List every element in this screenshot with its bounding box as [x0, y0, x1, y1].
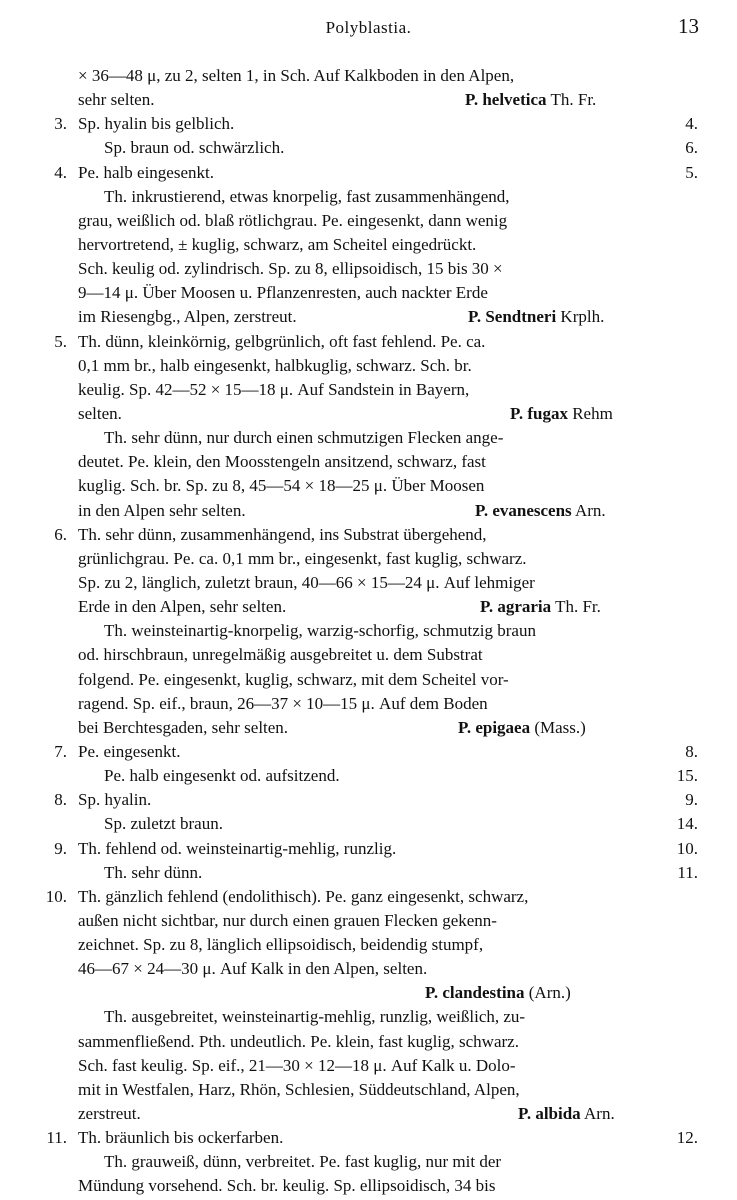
running-header-title: Polyblastia. [325, 18, 412, 37]
key-number: 9. [54, 838, 67, 858]
species-name: P. evanescens Arn. [475, 500, 606, 520]
key-number: 4. [54, 162, 67, 182]
text-line: grünlichgrau. Pe. ca. 0,1 mm br., eingesenkt, fast kuglig, schwarz. [78, 548, 527, 568]
text-line: Th. sehr dünn, nur durch einen schmutzigen Flecken ange- [104, 428, 504, 448]
text-line: Th. weinsteinartig-knorpelig, warzig-schorfig, schmutzig braun [104, 621, 536, 641]
text-line: Th. ausgebreitet, weinsteinartig-mehlig, runzlig, weißlich, zu- [104, 1007, 526, 1027]
text-line: 10. Th. gänzlich fehlend (endolithisch). Pe. ganz eingesenkt, schwarz, [0, 885, 737, 909]
text-line: Sp. zu 2, länglich, zuletzt braun, 40—66 × 15—24 μ. Auf lehmiger [78, 572, 535, 592]
text-line: Sch. fast keulig. Sp. eif., 21—30 × 12—18 μ. Auf Kalk u. Dolo- [78, 1055, 516, 1075]
text-line: 9. Th. fehlend od. weinsteinartig-mehlig, runzlig. 10. [0, 837, 737, 861]
species-name: P. clandestina (Arn.) [425, 983, 571, 1003]
text-line: 6. Th. sehr dünn, zusammenhängend, ins Substrat übergehend, [0, 523, 737, 547]
text-line: Pe. halb eingesenkt od. aufsitzend. 15. [0, 764, 737, 788]
text-line: 46—67 × 24—30 μ. Auf Kalk in den Alpen, selten. [78, 959, 428, 979]
key-reference: 15. [676, 766, 698, 786]
species-name: P. agraria Th. Fr. [480, 597, 601, 617]
species-name: P. epigaea (Mass.) [458, 717, 586, 737]
text-line: grau, weißlich od. blaß rötlichgrau. Pe. eingesenkt, dann wenig [78, 210, 508, 230]
text-line: od. hirschbraun, unregelmäßig ausgebreitet u. dem Substrat [78, 645, 483, 665]
species-name: P. helvetica Th. Fr. [465, 90, 597, 110]
text-line: sammenfließend. Pth. undeutlich. Pe. klein, fast kuglig, schwarz. [78, 1031, 519, 1051]
text-line: deutet. Pe. klein, den Moosstengeln ansitzend, schwarz, fast [78, 452, 486, 472]
text-line: Th. inkrustierend, etwas knorpelig, fast zusammenhängend, [104, 186, 510, 206]
text-line: in den Alpen sehr selten. P. evanescens Arn. [0, 499, 737, 523]
key-reference: 12. [676, 1128, 698, 1148]
text-line [0, 981, 737, 1005]
key-reference: 14. [676, 814, 698, 834]
key-reference: 11. [677, 862, 698, 882]
text-line: 8. Sp. hyalin. 9. [0, 788, 737, 812]
key-number: 3. [54, 114, 67, 134]
text-line: 5. Th. dünn, kleinkörnig, gelbgrünlich, oft fast fehlend. Pe. ca. [0, 330, 737, 354]
text-line: 0,1 mm br., halb eingesenkt, halbkuglig, schwarz. Sch. br. [78, 355, 472, 375]
text-line: Sp. zuletzt braun. 14. [0, 812, 737, 836]
key-reference: 4. [685, 114, 698, 134]
key-number: 10. [45, 886, 67, 906]
key-number: 11. [46, 1128, 67, 1148]
text-line: zeichnet. Sp. zu 8, länglich ellipsoidisch, beidendig stumpf, [78, 935, 484, 955]
key-reference: 5. [685, 162, 698, 182]
text-line: Erde in den Alpen, sehr selten. P. agraria Th. Fr. [0, 595, 737, 619]
text-line: selten. P. fugax Rehm [0, 402, 737, 426]
species-name: P. albida Arn. [518, 1104, 615, 1124]
text-line: sehr selten. P. helvetica Th. Fr. [0, 88, 737, 112]
text-line: 4. Pe. halb eingesenkt. 5. [0, 161, 737, 185]
text-line: 3. Sp. hyalin bis gelblich. 4. [0, 112, 737, 136]
key-number: 7. [54, 741, 67, 761]
text-line: bei Berchtesgaden, sehr selten. P. epigaea (Mass.) [0, 716, 737, 740]
text-line: Mündung vorsehend. Sch. br. keulig. Sp. ellipsoidisch, 34 bis [78, 1176, 496, 1196]
species-name: P. fugax Rehm [510, 403, 613, 423]
text-line: Sch. keulig od. zylindrisch. Sp. zu 8, ellipsoidisch, 15 bis 30 × [78, 259, 503, 279]
text-line: keulig. Sp. 42—52 × 15—18 μ. Auf Sandstein in Bayern, [78, 379, 470, 399]
text-line: Sp. braun od. schwärzlich. 6. [0, 136, 737, 160]
text-line: folgend. Pe. eingesenkt, kuglig, schwarz, mit dem Scheitel vor- [78, 669, 509, 689]
text-line: außen nicht sichtbar, nur durch einen grauen Flecken gekenn- [78, 910, 497, 930]
key-text [0, 64, 737, 1199]
key-reference: 6. [685, 138, 698, 158]
key-reference: 10. [676, 838, 698, 858]
text-line: ragend. Sp. eif., braun, 26—37 × 10—15 μ. Auf dem Boden [78, 693, 488, 713]
text-line: kuglig. Sch. br. Sp. zu 8, 45—54 × 18—25 μ. Über Moosen [78, 476, 485, 496]
species-name: P. Sendtneri Krplh. [468, 307, 605, 327]
key-reference: 9. [685, 790, 698, 810]
text-line: × 36—48 μ, zu 2, selten 1, in Sch. Auf Kalkboden in den Alpen, [78, 66, 515, 85]
key-number: 8. [54, 790, 67, 810]
text-line: zerstreut. P. albida Arn. [0, 1102, 737, 1126]
text-line: im Riesengbg., Alpen, zerstreut. P. Sendtneri Krplh. [0, 305, 737, 329]
text-line: 11. Th. bräunlich bis ockerfarben. 12. [0, 1126, 737, 1150]
key-number: 5. [54, 331, 67, 351]
key-number: 6. [54, 524, 67, 544]
text-line: Th. grauweiß, dünn, verbreitet. Pe. fast kuglig, nur mit der [104, 1152, 502, 1172]
page-number: 13 [678, 14, 699, 38]
text-line: 7. Pe. eingesenkt. 8. [0, 740, 737, 764]
key-reference: 8. [685, 741, 698, 761]
text-line: hervortretend, ± kuglig, schwarz, am Scheitel eingedrückt. [78, 234, 477, 254]
text-line: Th. sehr dünn. 11. [0, 861, 737, 885]
text-line: 9—14 μ. Über Moosen u. Pflanzenresten, auch nackter Erde [78, 283, 488, 303]
text-line: mit in Westfalen, Harz, Rhön, Schlesien, Süddeutschland, Alpen, [78, 1079, 520, 1099]
